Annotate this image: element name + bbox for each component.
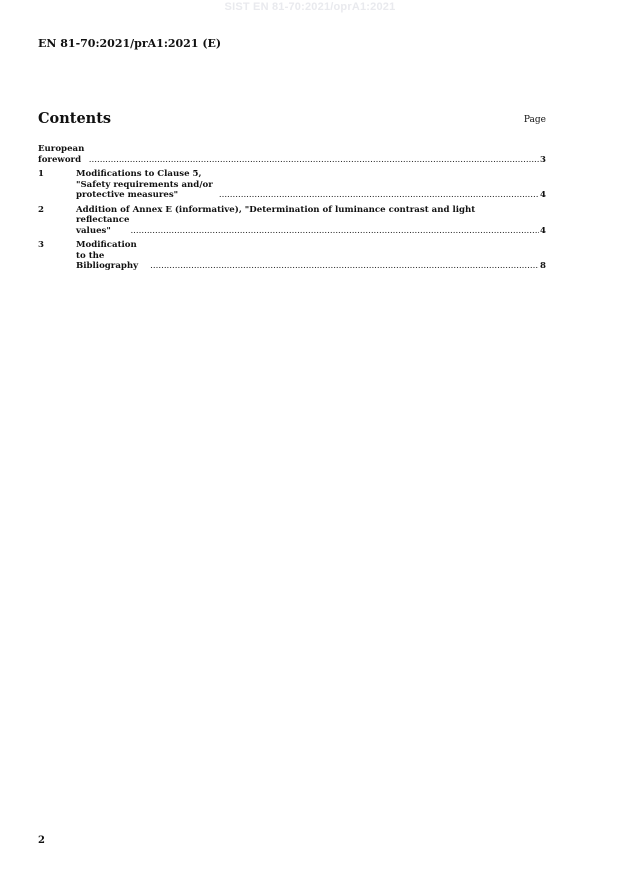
toc-entry-title-line2: reflectance values"	[76, 215, 130, 236]
toc-entry-european-foreword[interactable]	[38, 144, 546, 165]
watermark-text: SIST EN 81-70:2021/oprA1:2021	[224, 1, 396, 13]
toc-entry-number: 2	[38, 204, 44, 215]
toc-entry-title-line1: Addition of Annex E (informative), "Determination of luminance contrast and light	[76, 204, 476, 215]
toc-leader-dots	[150, 261, 539, 272]
toc-entry-1[interactable]	[38, 169, 546, 201]
toc-leader-dots	[219, 190, 539, 201]
toc-entry-page: 8	[540, 261, 546, 271]
toc-entry-title: Modifications to Clause 5, "Safety requirements and/or protective measures"	[76, 169, 213, 200]
toc-entry-title: European foreword	[38, 144, 85, 165]
toc-entry-number: 3	[38, 240, 44, 250]
contents-heading: Contents	[38, 110, 112, 127]
page-column-label: Page	[523, 115, 546, 125]
page-number: 2	[38, 835, 45, 846]
table-of-contents	[38, 144, 546, 276]
toc-entry-page: 4	[540, 225, 546, 236]
toc-leader-dots	[130, 226, 539, 237]
toc-entry-3[interactable]	[38, 240, 546, 272]
toc-entry-page: 4	[540, 190, 546, 200]
toc-leader-dots	[89, 155, 539, 166]
toc-entry-number: 1	[38, 169, 44, 179]
toc-entry-2[interactable]	[38, 205, 546, 237]
toc-entry-title: Modification to the Bibliography	[76, 240, 139, 271]
toc-entry-page: 3	[540, 154, 546, 165]
document-id-header: EN 81-70:2021/prA1:2021 (E)	[38, 37, 222, 50]
